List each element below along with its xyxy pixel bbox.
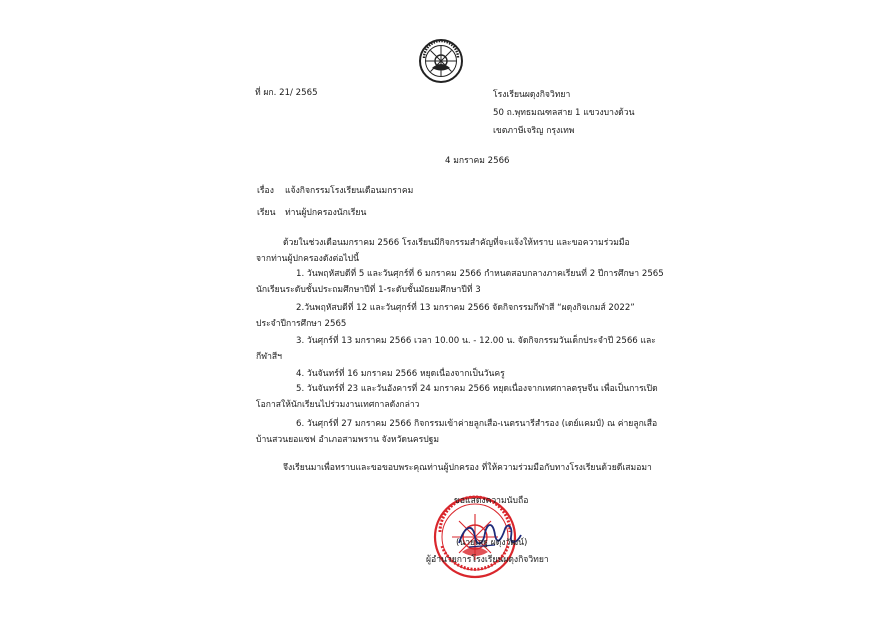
- address-line-1: 50 ถ.พุทธมณฑลสาย 1 แขวงบางด้วน: [493, 108, 635, 118]
- signer-position: ผู้อำนวยการโรงเรียนผดุงกิจวิทยา: [426, 555, 549, 565]
- item-2-line-2: ประจำปีการศึกษา 2565: [256, 319, 347, 329]
- recipient-label: เรียน: [257, 208, 276, 218]
- item-1-line-1: 1. วันพฤหัสบดีที่ 5 และวันศุกร์ที่ 6 มกราคม 2566 กำหนดสอบกลางภาคเรียนที่ 2 ปีการศึกษา 2565: [296, 269, 664, 279]
- item-1-line-2: นักเรียนระดับชั้นประถมศึกษาปีที่ 1-ระดับชั้นมัธยมศึกษาปีที่ 3: [256, 285, 481, 295]
- item-2-line-1: 2.วันพฤหัสบดีที่ 12 และวันศุกร์ที่ 13 มกราคม 2566 จัดกิจกรรมกีฬาสี “ผดุงกิจเกมส์ 2022”: [296, 303, 635, 313]
- school-name: โรงเรียนผดุงกิจวิทยา: [493, 90, 571, 100]
- handwritten-signature-icon: [455, 515, 528, 555]
- item-6-line-1: 6. วันศุกร์ที่ 27 มกราคม 2566 กิจกรรมเข้าค่ายลูกเสือ-เนตรนารีสำรอง (เดย์แคมป์) ณ ค่ายลูกเสือ: [296, 419, 658, 429]
- item-4-line-1: 4. วันจันทร์ที่ 16 มกราคม 2566 หยุดเนื่องจากเป็นวันครู: [296, 369, 505, 379]
- subject-label: เรื่อง: [257, 186, 274, 196]
- letter-date: 4 มกราคม 2566: [445, 156, 510, 166]
- item-3-line-1: 3. วันศุกร์ที่ 13 มกราคม 2566 เวลา 10.00 น. - 12.00 น. จัดกิจกรรมวันเด็กประจำปี 2566 และ: [296, 336, 656, 346]
- reference-number: ที่ ผก. 21/ 2565: [255, 88, 318, 98]
- address-line-2: เขตภาษีเจริญ กรุงเทพ: [493, 126, 575, 136]
- intro-line-2: จากท่านผู้ปกครองดังต่อไปนี้: [256, 254, 360, 264]
- closing-paragraph: จึงเรียนมาเพื่อทราบและขอขอบพระคุณท่านผู้ปกครอง ที่ให้ความร่วมมือกับทางโรงเรียนด้วยดีเสมอมา: [283, 463, 652, 473]
- subject-text: แจ้งกิจกรรมโรงเรียนเดือนมกราคม: [285, 186, 414, 196]
- item-6-line-2: บ้านสวนยอแซฟ อำเภอสามพราน จังหวัดนครปฐม: [256, 435, 440, 445]
- signer-name: (นายเสฐ ผดุงวัฒน์): [456, 538, 528, 548]
- item-5-line-2: โอกาสให้นักเรียนไปร่วมงานเทศกาลดังกล่าว: [256, 400, 420, 410]
- item-5-line-1: 5. วันจันทร์ที่ 23 และวันอังคารที่ 24 มกราคม 2566 หยุดเนื่องจากเทศกาลตรุษจีน เพื่อเป็นการเปิด: [296, 384, 658, 394]
- intro-line-1: ด้วยในช่วงเดือนมกราคม 2566 โรงเรียนมีกิจกรรมสำคัญที่จะแจ้งให้ทราบ และขอความร่วมมือ: [283, 238, 630, 248]
- school-emblem-icon: [418, 38, 464, 84]
- recipient-text: ท่านผู้ปกครองนักเรียน: [285, 208, 367, 218]
- regards-text: ขอแสดงความนับถือ: [454, 496, 529, 506]
- item-3-line-2: กีฬาสีฯ: [256, 352, 282, 362]
